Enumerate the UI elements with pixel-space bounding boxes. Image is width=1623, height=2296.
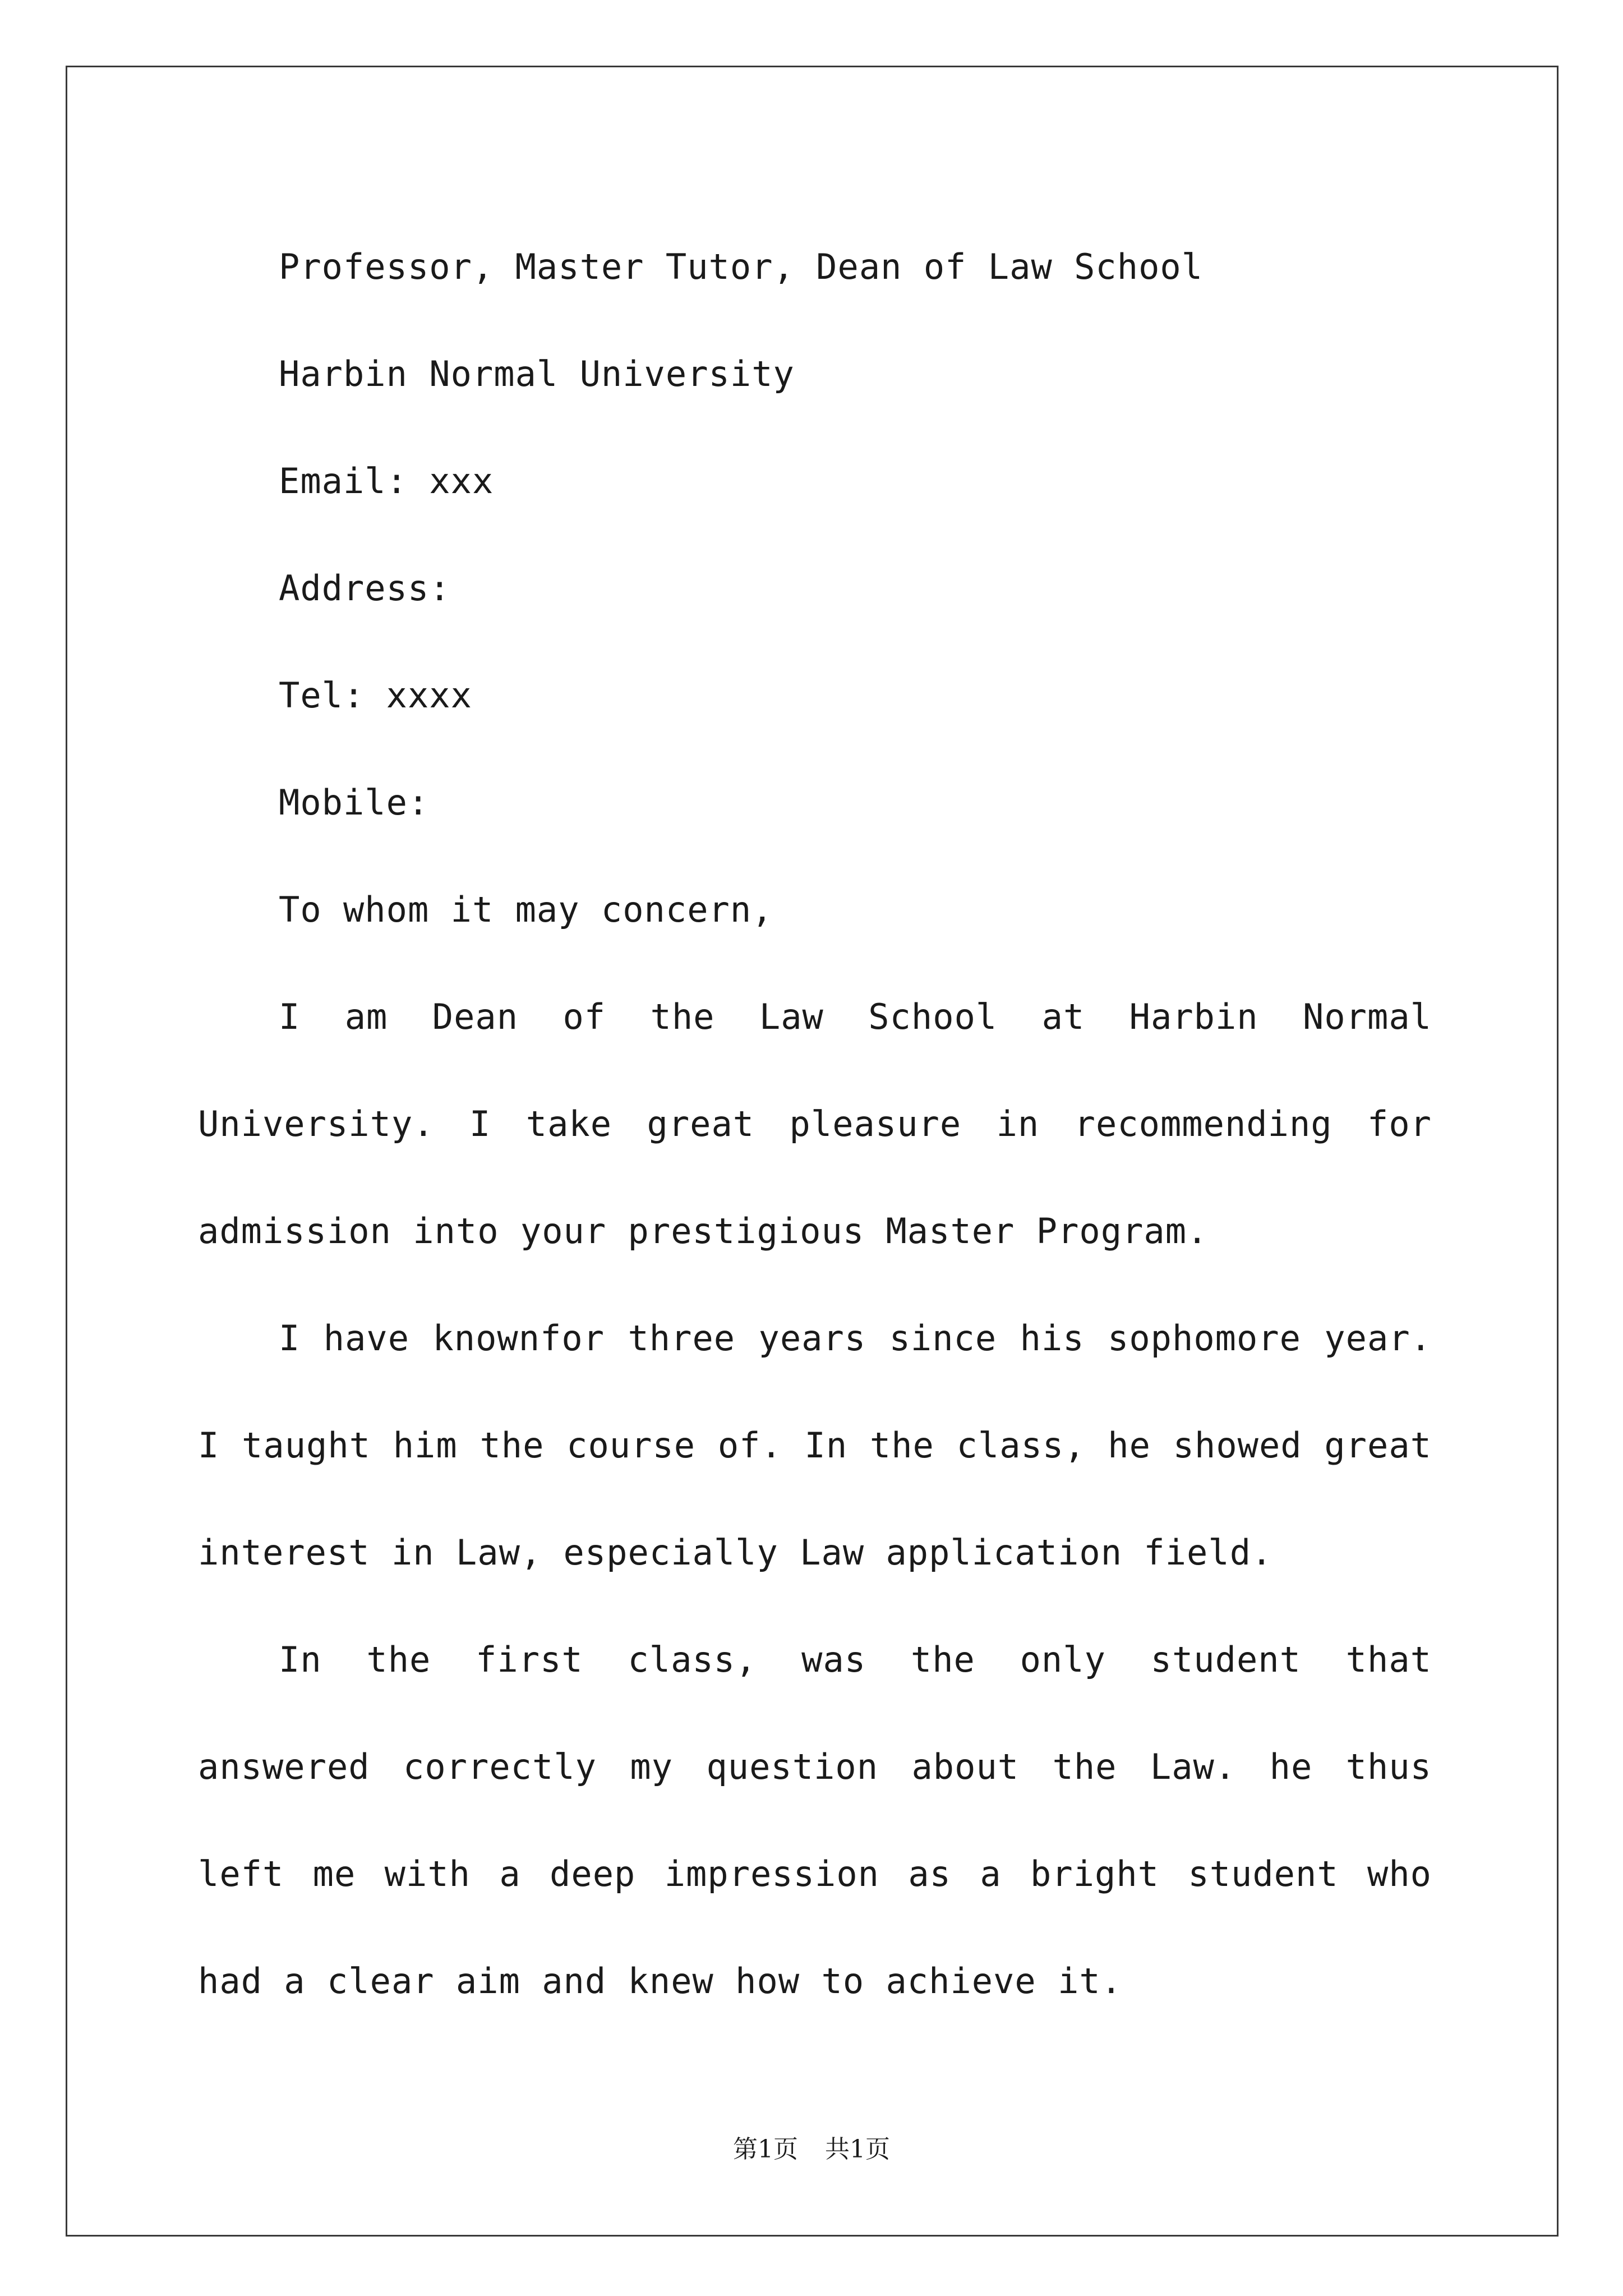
salutation: To whom it may concern, (279, 889, 773, 930)
letter-body (198, 213, 1432, 2035)
page-total: 共1页 (825, 2135, 890, 2164)
page-number: 第1页 (733, 2135, 798, 2164)
paragraph-first-class: In the first class, was the only student that answered correctly my question about the Law. he thus left me with a deep impression as a bright student who had a clear aim and knew how to achieve it. (198, 1639, 1432, 2001)
sender-university: Harbin Normal University (279, 353, 795, 394)
paragraph-introduction: I am Dean of the Law School at Harbin Normal University. I take great pleasure in recommending for admission into your prestigious Master Program. (198, 996, 1432, 1251)
sender-address: Address: (279, 568, 451, 609)
paragraph-acquaintance: I have knownfor three years since his sophomore year. I taught him the course of. In the class, he showed great interest in Law, especially Law application field. (198, 1318, 1432, 1573)
sender-title: Professor, Master Tutor, Dean of Law School (279, 246, 1204, 287)
page-footer (0, 2129, 1623, 2165)
sender-email: Email: xxx (279, 461, 494, 501)
sender-tel: Tel: xxxx (279, 675, 472, 716)
sender-mobile: Mobile: (279, 782, 430, 823)
